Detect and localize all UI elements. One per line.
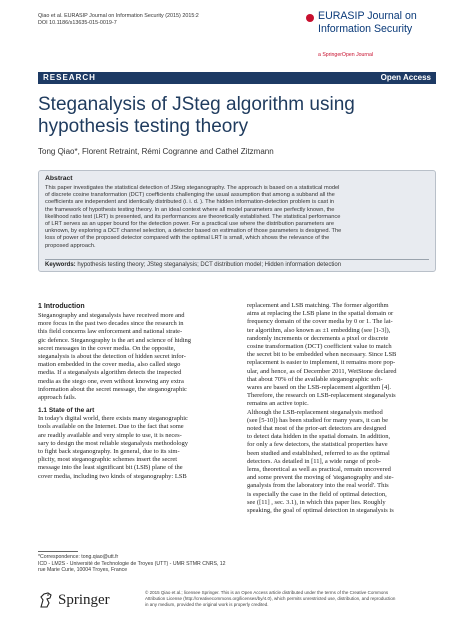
body-line: steganalysis is about the detection of hidden secret infor- [38, 353, 186, 361]
body-line: this field concerns law enforcement and national strate- [38, 328, 183, 336]
affiliation-line: rue Marie Curie, 10004 Troyes, France [38, 567, 128, 574]
body-line: detectors. As detailed in [11], a wide range of prob- [247, 457, 381, 465]
abstract-line: proposed approach. [45, 242, 96, 249]
article-type: RESEARCH [43, 73, 96, 82]
body-line: frequency domain of the cover media by 0 or 1. The lat- [247, 318, 393, 326]
body-line: is especially the case in the field of optimal detection, [247, 490, 387, 498]
citation-line: Qiao et al. EURASIP Journal on Information Security (2015) 2015:2 [38, 13, 199, 19]
body-line: that about 70% of the available steganographic soft- [247, 375, 383, 383]
body-line: ter algorithm, also known as ±1 embedding (see [1-3]), [247, 326, 391, 334]
title-line: hypothesis testing theory [38, 116, 249, 137]
body-line: media as the stego one, even without knowing any extra [38, 377, 184, 385]
springer-logo [38, 591, 138, 611]
body-line: randomly increments or decrements a pixel or discrete [247, 334, 389, 342]
body-line: tools available on the Internet. Due to the fact that some [38, 423, 184, 431]
body-line: replacement and LSB matching. The former algorithm [247, 302, 389, 309]
eurasip-logo-icon [306, 14, 314, 22]
right-column [247, 302, 435, 515]
body-line: been studied and established, referred to as the optimal [247, 449, 390, 457]
body-line: plicity, most steganographic schemes insert the secret [38, 456, 178, 464]
body-line: speaking, the goal of optimal detection in steganalysis is [247, 507, 394, 515]
body-line: remains an active topic. [247, 400, 309, 408]
body-line: aims at replacing the LSB plane in the spatial domain or [247, 310, 394, 318]
body-line: lems, theoretical as well as practical, remain uncovered [247, 466, 391, 474]
doi-line: DOI 10.1186/s13635-015-0019-7 [38, 20, 117, 26]
body-line: the secret bit to be embedded when necessary. Since LSB [247, 351, 397, 359]
keywords-text: hypothesis testing theory; JSteg steganalysis; DCT distribution model; Hidden information detection [75, 262, 342, 268]
body-line: media. If a steganalysis algorithm detects the inspected [38, 369, 182, 377]
body-line: wares are based on the LSB-replacement algorithm [4]. [247, 384, 392, 392]
abstract-line: This paper investigates the statistical detection of JSteg steganography. The approach is based on a statistical model [45, 185, 340, 191]
abstract-heading: Abstract [45, 175, 73, 182]
body-line: In today's digital world, there exists many steganographic [38, 415, 188, 423]
body-line: message into the least significant bit (LSB) plane of the [38, 464, 183, 472]
abstract-line: of LRT serves as an upper bound for the detection power. For a practical use where the distribution parameters are [45, 221, 335, 228]
abstract-line: of discrete cosine transformation (DCT) coefficients challenging the usual assumption that among a subband all the [45, 192, 335, 199]
springer-wordmark: Springer [58, 592, 110, 608]
correspondence-line: *Correspondence: tong.qiao@utt.fr [38, 554, 119, 560]
abstract-box [38, 170, 436, 272]
left-column [38, 302, 226, 481]
license-line: in any medium, provided the original work is properly credited. [145, 602, 269, 607]
subsection-heading-state-of-art: 1.1 State of the art [38, 407, 95, 415]
footnote-divider [38, 551, 78, 552]
article-header [38, 13, 199, 27]
affiliation-line: ICD - LM2S - Université de Technologie de Troyes (UTT) - UMR STMR CNRS, 12 [38, 560, 226, 567]
body-line: see ([11] , sec. 3.1), in which this paper lies. Roughly [247, 498, 386, 506]
body-line: ular, and hence, as of December 2011, WetStone declared [247, 367, 397, 375]
body-line: to fight back steganography. In general, due to its sim- [38, 448, 180, 456]
body-line: (see [5-10]) has been studied for many years, it can be [247, 416, 388, 424]
body-line: approach fails. [38, 394, 77, 402]
body-line: gic defence. Steganography is the art and science of hiding [38, 336, 192, 344]
body-line: to detect data hidden in the spatial domain. In addition, [247, 433, 391, 441]
journal-name-line2: Information Security [318, 23, 413, 35]
license-line: © 2015 Qiao et al.; licensee Springer. This is an Open Access article distributed under the terms of the Creative Commons [145, 590, 389, 595]
body-line: noted that most of the prior-art detectors are designed [247, 425, 387, 433]
article-title [38, 94, 438, 138]
journal-name-line1: EURASIP Journal on [318, 10, 417, 22]
body-line: ganalysis from the laboratory into the real world'. This [247, 482, 389, 490]
abstract-line: loss of power of the proposed detector compared with the optimal LRT is small, which shows the relevance of the [45, 235, 330, 242]
journal-logo [306, 10, 438, 64]
body-line: sary to design the most reliable steganalysis methodology [38, 439, 189, 447]
body-line: and some prevent the moving of 'steganography and ste- [247, 474, 394, 482]
body-line: more focus in the past two decades since the research in [38, 320, 184, 328]
springer-horse-icon [38, 591, 54, 609]
abstract-body [45, 185, 431, 250]
abstract-line: coefficients are independent and identically distributed (i. i. d. ). The hidden information-detection problem is cast in [45, 199, 335, 206]
body-line: mation embedded in the cover media, also called stego [38, 361, 181, 369]
body-line: Although the LSB-replacement steganalysis method [247, 408, 383, 416]
abstract-line: the framework of hypothesis testing theory. In an ideal context where all model parameters are perfectly known, the [45, 206, 335, 213]
body-line: information about the secret message, the steganographic [38, 385, 187, 393]
journal-publisher: a SpringerOpen Journal [318, 52, 374, 58]
section-heading-introduction: 1 Introduction [38, 303, 85, 310]
footnote [38, 554, 228, 574]
keywords-label: Keywords: [45, 262, 76, 268]
body-line: Therefore, the research on LSB-replacement steganalysis [247, 392, 396, 400]
body-line: cover media, including two kinds of steganography: LSB [38, 472, 187, 480]
article-type-band [38, 72, 436, 84]
body-line: for only a few detectors, the statistical properties have [247, 441, 388, 449]
license-line: Attribution License (http://creativecommons.org/licenses/by/4.0), which permits unrestricted use, distribution, and reproduction [145, 596, 396, 601]
title-line: Steganalysis of JSteg algorithm using [38, 94, 355, 115]
abstract-divider [45, 259, 429, 260]
abstract-line: unknown, by exploring a DCT channel selection, a detector based on estimation of those parameters is designed. The [45, 228, 342, 235]
body-line: Steganography and steganalysis have received more and [38, 312, 185, 319]
body-line: replacement is easier to implement, it remains more pop- [247, 359, 396, 367]
open-access-label: Open Access [380, 73, 431, 82]
body-line: cosine transformation (DCT) coefficient value to match [247, 343, 392, 351]
body-line: secret messages in the cover media. On the opposite, [38, 344, 176, 352]
abstract-line: likelihood ratio test (LRT) is presented, and its performances are theoretically established. The statistical performance [45, 213, 341, 220]
body-line: are readily available and very simple to use, it is neces- [38, 431, 182, 439]
license-text [145, 590, 435, 608]
author-list: Tong Qiao*, Florent Retraint, Rémi Cogranne and Cathel Zitzmann [38, 147, 274, 156]
keywords [45, 262, 341, 268]
